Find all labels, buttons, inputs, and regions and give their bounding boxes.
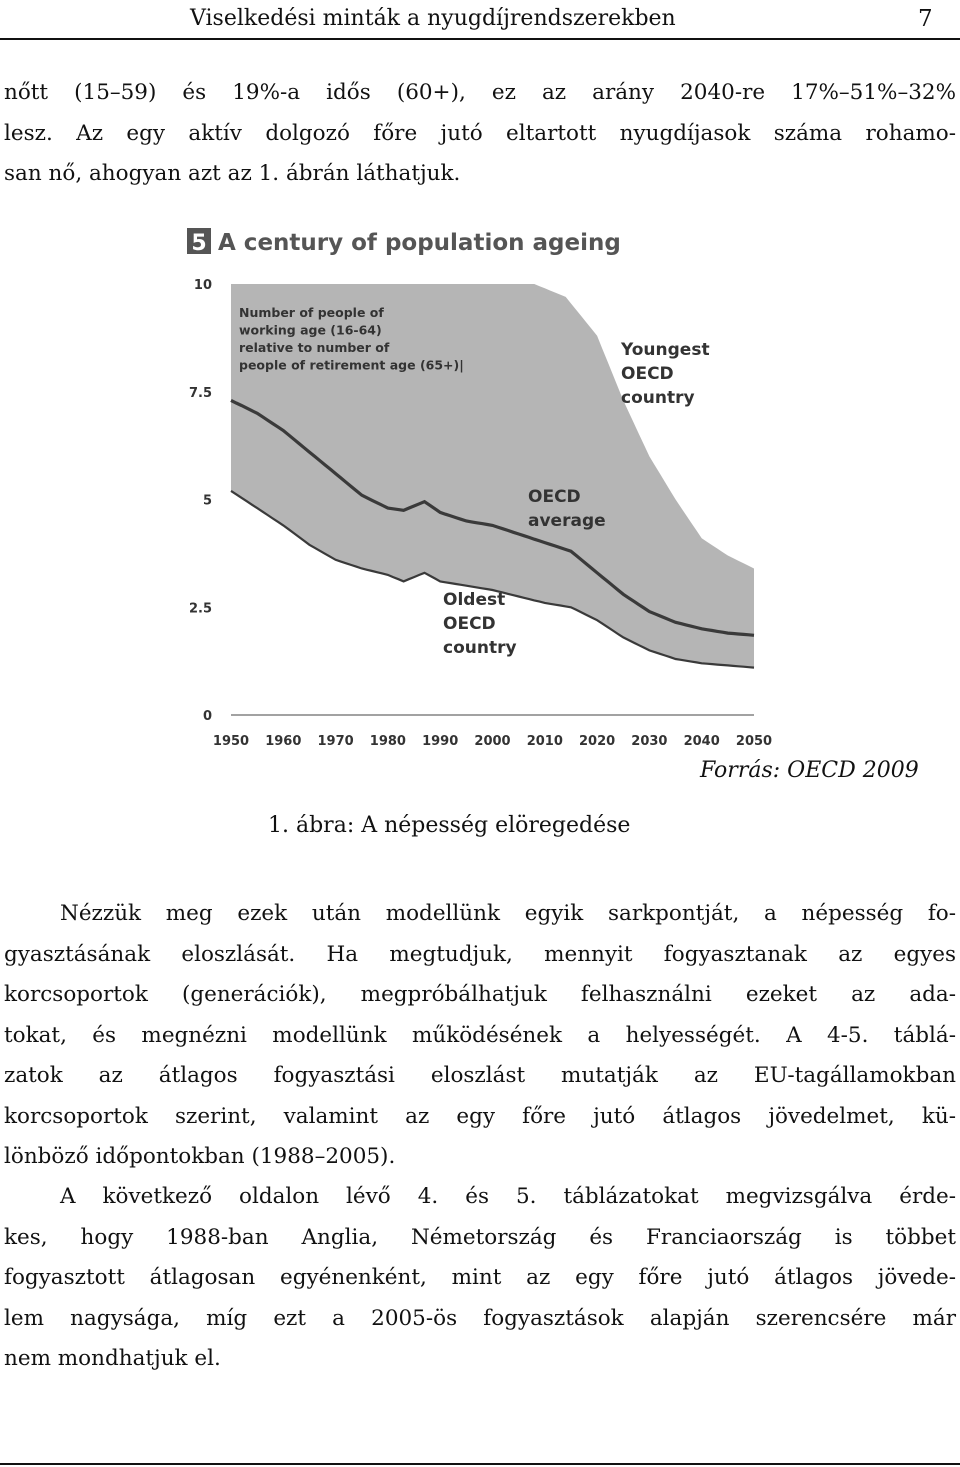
- figure-caption: 1. ábra: A népesség elöregedése: [268, 813, 631, 838]
- x-tick-label: 2010: [526, 734, 563, 749]
- text-line: lesz. Az egy aktív dolgozó főre jutó eltartott nyugdíjasok száma rohamo-: [4, 120, 956, 146]
- oecd-average-label: OECD: [528, 487, 581, 507]
- legend-note-line: working age (16-64): [239, 322, 382, 338]
- youngest-country-label: OECD: [621, 364, 674, 384]
- text-line: lönböző időpontokban (1988–2005).: [4, 1144, 396, 1169]
- footer-rule: [0, 1463, 960, 1465]
- text-line: Nézzük meg ezek után modellünk egyik sarkpontját, a népesség fo-: [60, 901, 956, 926]
- figure-population-ageing: [176, 212, 786, 757]
- x-tick-label: 1980: [369, 734, 406, 749]
- legend-note-line: Number of people of: [239, 305, 384, 320]
- oecd-average-label: average: [528, 511, 606, 531]
- y-tick-label: 7.5: [188, 385, 212, 401]
- text-line: korcsoportok (generációk), megpróbálhatjuk felhasználni ezeket az ada-: [4, 982, 956, 1007]
- legend-note-line: relative to number of: [239, 340, 390, 355]
- text-line: zatok az átlagos fogyasztási eloszlást mutatják az EU-tagállamokban: [4, 1063, 956, 1088]
- chart-title: A century of population ageing: [218, 230, 621, 256]
- text-line: kes, hogy 1988-ban Anglia, Németország és Franciaország is többet: [4, 1224, 956, 1250]
- x-tick-label: 2030: [631, 734, 668, 749]
- oldest-country-label: country: [443, 638, 517, 658]
- x-tick-label: 1970: [317, 734, 354, 749]
- x-tick-label: 2000: [474, 734, 511, 749]
- youngest-country-label: country: [621, 388, 695, 408]
- paragraph-2: [4, 894, 956, 1178]
- header-rule: [0, 38, 960, 40]
- y-tick-label: 2.5: [188, 601, 212, 617]
- page-header: [0, 0, 960, 40]
- text-line: lem nagysága, míg ezt a 2005-ös fogyasztások alapján szerencsére már: [4, 1305, 956, 1331]
- x-tick-label: 2040: [683, 734, 720, 749]
- oldest-country-label: Oldest: [443, 590, 506, 610]
- population-ageing-chart: [176, 212, 786, 757]
- chart-number: 5: [191, 231, 207, 256]
- text-line: korcsoportok szerint, valamint az egy főre jutó átlagos jövedelmet, kü-: [4, 1103, 956, 1129]
- oldest-country-label: OECD: [443, 614, 496, 634]
- page-number: 7: [918, 6, 933, 32]
- text-line: A következő oldalon lévő 4. és 5. táblázatokat megvizsgálva érde-: [60, 1184, 956, 1209]
- x-tick-label: 2050: [735, 734, 773, 749]
- paragraph-3: [4, 1177, 956, 1380]
- running-title: Viselkedési minták a nyugdíjrendszerekben: [190, 6, 676, 31]
- text-line: nem mondhatjuk el.: [4, 1346, 221, 1371]
- paragraph-1: [4, 73, 956, 195]
- text-line: fogyasztott átlagosan egyénenként, mint az egy főre jutó átlagos jövede-: [4, 1265, 956, 1290]
- text-line: san nő, ahogyan azt az 1. ábrán láthatjuk.: [4, 161, 461, 186]
- y-tick-label: 0: [202, 709, 212, 724]
- x-tick-label: 1960: [265, 734, 302, 749]
- x-tick-label: 1950: [212, 734, 250, 749]
- x-tick-label: 2020: [579, 734, 616, 749]
- y-tick-label: 10: [193, 278, 212, 293]
- text-line: nőtt (15–59) és 19%-a idős (60+), ez az arány 2040-re 17%–51%–32%: [4, 80, 956, 105]
- text-line: gyasztásának eloszlását. Ha megtudjuk, mennyit fogyasztanak az egyes: [4, 941, 956, 967]
- legend-note-line: people of retirement age (65+)|: [239, 357, 464, 373]
- figure-source: Forrás: OECD 2009: [700, 758, 919, 783]
- text-line: tokat, és megnézni modellünk működésének a helyességét. A 4-5. táblá-: [4, 1022, 956, 1048]
- youngest-country-label: Youngest: [621, 340, 710, 360]
- y-tick-label: 5: [202, 493, 212, 509]
- x-tick-label: 1990: [422, 734, 459, 749]
